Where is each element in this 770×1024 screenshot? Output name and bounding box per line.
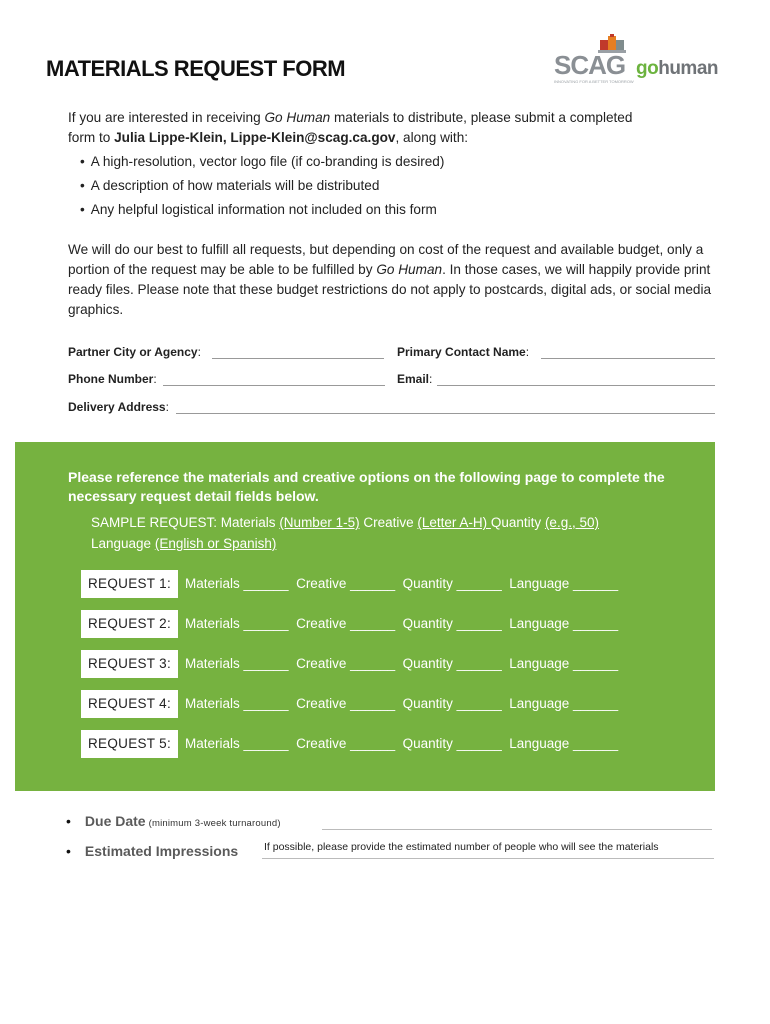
request-fields[interactable]: Materials ______ Creative ______ Quantity ______ Language ______ [185,576,619,591]
request-row-2 [81,610,701,638]
request-label: REQUEST 2: [81,610,178,638]
sample-request: SAMPLE REQUEST: Materials (Number 1-5) Creative (Letter A-H) Quantity (e.g., 50) Language (English or Spanish) [91,515,599,551]
request-fields[interactable]: Materials ______ Creative ______ Quantity ______ Language ______ [185,736,619,751]
contact-input[interactable] [541,358,715,359]
intro-line-1: If you are interested in receiving Go Human materials to distribute, please submit a completed [68,110,633,125]
bullet-icon: • [66,813,71,829]
request-row-5 [81,730,701,758]
request-label: REQUEST 5: [81,730,178,758]
partner-input[interactable] [212,358,384,359]
gohuman-wordmark: gohuman [636,58,718,79]
contact-email: Julia Lippe-Klein, Lippe-Klein@scag.ca.gov [114,130,396,145]
request-row-3 [81,650,701,678]
list-item: • A high-resolution, vector logo file (if co-branding is desired) [80,150,718,174]
address-field: Delivery Address: [68,400,169,414]
impressions-note: If possible, please provide the estimated number of people who will see the materials [264,841,659,853]
list-item: • Any helpful logistical information not included on this form [80,198,718,222]
request-label: REQUEST 3: [81,650,178,678]
email-field: Email: [397,372,433,386]
request-fields[interactable]: Materials ______ Creative ______ Quantity ______ Language ______ [185,696,619,711]
request-label: REQUEST 1: [81,570,178,598]
request-row-1 [81,570,701,598]
due-date-input[interactable] [322,829,712,830]
request-fields[interactable]: Materials ______ Creative ______ Quantity ______ Language ______ [185,616,619,631]
intro-line-2: form to Julia Lippe-Klein, Lippe-Klein@scag.ca.gov, along with: [68,130,469,145]
panel-heading: Please reference the materials and creative options on the following page to complete the necessary request detail fields below. [68,469,665,504]
budget-note: We will do our best to fulfill all requests, but depending on cost of the request and available budget, only a portion of the request may be able to be fulfilled by Go Human. In those cases, we will happily provide print ready files. Please note that these budget restrictions do not apply to postcards, digital ads, or social media graphics. [68,242,712,317]
requirements-list [68,150,718,222]
scag-tagline: INNOVATING FOR A BETTER TOMORROW [554,79,634,84]
request-details-panel [15,442,715,791]
impressions-input[interactable] [262,858,714,859]
partner-field: Partner City or Agency: [68,345,201,359]
scag-wordmark: SCAG [554,50,626,80]
scag-gohuman-logo [550,34,720,86]
impressions-item: • Estimated Impressions [66,843,239,859]
contact-field: Primary Contact Name: [397,345,530,359]
request-label: REQUEST 4: [81,690,178,718]
list-item: • A description of how materials will be distributed [80,174,718,198]
phone-field: Phone Number: [68,372,157,386]
form-title: MATERIALS REQUEST FORM [46,56,346,81]
phone-input[interactable] [163,385,385,386]
bullet-icon: • [66,843,71,859]
request-row-4 [81,690,701,718]
due-date-item: • Due Date (minimum 3-week turnaround) [66,813,281,829]
email-input[interactable] [437,385,715,386]
intro-section [68,108,718,222]
request-fields[interactable]: Materials ______ Creative ______ Quantity ______ Language ______ [185,656,619,671]
address-input[interactable] [176,413,715,414]
